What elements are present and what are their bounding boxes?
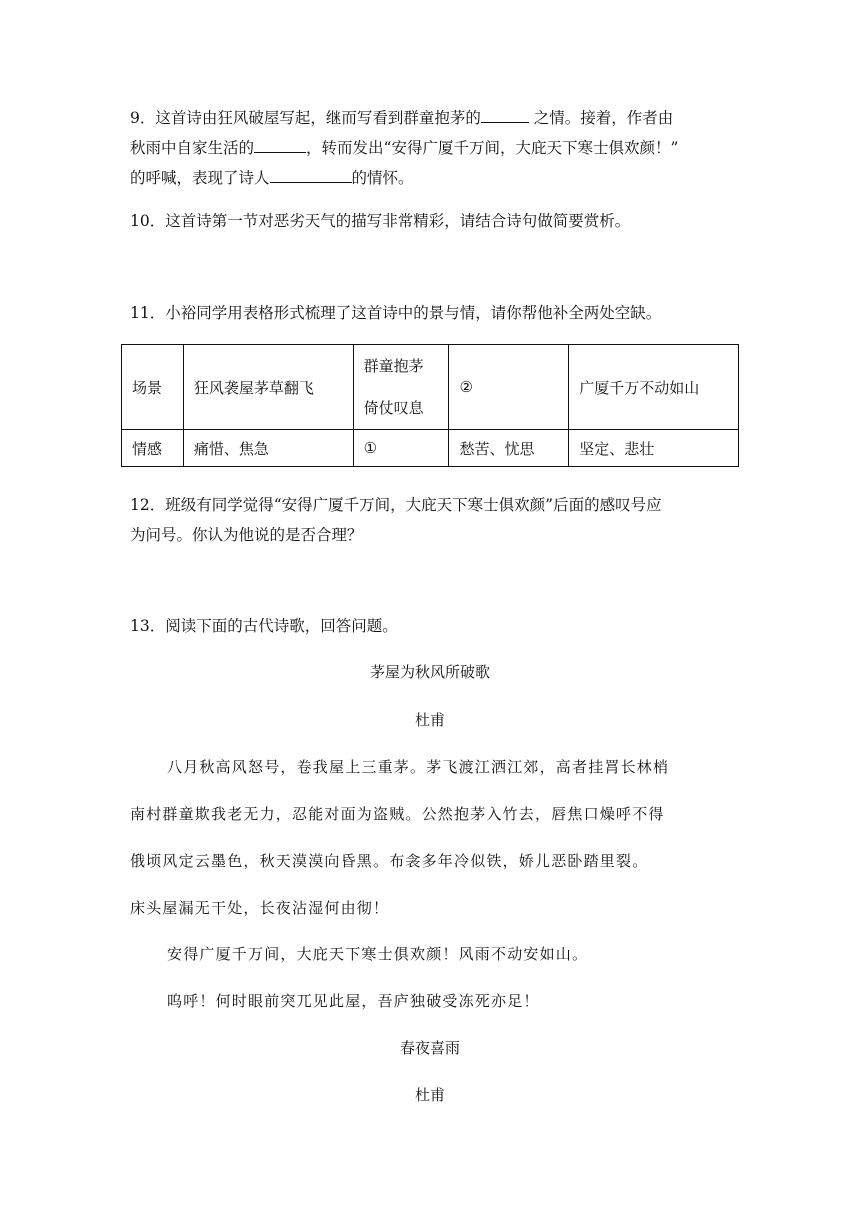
answer-blank[interactable]: [481, 104, 529, 123]
table-cell-line: 群童抱茅: [363, 357, 424, 375]
answer-blank[interactable]: [254, 134, 306, 153]
table-cell[interactable]: ①: [353, 430, 449, 467]
poem-1-author: 杜甫: [414, 711, 445, 729]
poem-line: 床头屋漏无干处，长夜沾湿何由彻！: [130, 899, 390, 917]
question-10: 10．这首诗第一节对恶劣天气的描写非常精彩，请结合诗句做简要赏析。: [130, 212, 631, 230]
question-9: [130, 103, 740, 193]
poem-line: 安得广厦千万间，大庇天下寒士俱欢颜！风雨不动安如山。: [167, 945, 589, 963]
poem-2-title: 春夜喜雨: [399, 1039, 460, 1057]
question-13: 13．阅读下面的古代诗歌，回答问题。: [130, 617, 398, 635]
poem-line: 南村群童欺我老无力，忍能对面为盗贼。公然抱茅入竹去，唇焦口燥呼不得: [130, 805, 665, 823]
table-cell[interactable]: ②: [449, 345, 569, 430]
table-cell: 狂风袭屋茅草翻飞: [183, 345, 353, 430]
table-cell: 广厦千万不动如山: [569, 345, 739, 430]
question-12: [130, 490, 740, 550]
poem-line: 呜呼！何时眼前突兀见此屋，吾庐独破受冻死亦足！: [167, 992, 540, 1010]
scene-emotion-table: [121, 344, 739, 467]
poem-line: 俄顷风定云墨色，秋天漠漠向昏黑。布衾多年冷似铁，娇儿恶卧踏里裂。: [130, 852, 649, 870]
table-cell: 场景: [122, 345, 184, 430]
table-row: [122, 430, 739, 467]
answer-blank[interactable]: [270, 164, 352, 183]
question-9-line-3: 的呼喊，表现了诗人 的情怀。: [130, 163, 740, 193]
poem-2-author: 杜甫: [414, 1086, 445, 1104]
table-cell: 痛惜、焦急: [183, 430, 353, 467]
poem-1-title: 茅屋为秋风所破歌: [369, 663, 490, 681]
question-11: 11．小裕同学用表格形式梳理了这首诗中的景与情，请你帮他补全两处空缺。: [130, 304, 662, 322]
table-row: [122, 345, 739, 430]
table-cell: 愁苦、忧思: [449, 430, 569, 467]
question-9-line-2: 秋雨中自家生活的 ，转而发出“安得广厦千万间，大庇天下寒士俱欢颜！”: [130, 133, 740, 163]
table-cell: 情感: [122, 430, 184, 467]
table-cell-line: 倚仗叹息: [363, 399, 424, 417]
table-cell: 坚定、悲壮: [569, 430, 739, 467]
question-9-line-1: 9．这首诗由狂风破屋写起，继而写看到群童抱茅的 之情。接着，作者由: [130, 103, 740, 133]
poem-line: 八月秋高风怒号，卷我屋上三重茅。茅飞渡江洒江郊，高者挂罥长林梢: [167, 758, 670, 776]
table-cell: [353, 345, 449, 430]
question-12-line-2: 为问号。你认为他说的是否合理？: [130, 526, 363, 544]
question-12-line-1: 12．班级有同学觉得“安得广厦千万间，大庇天下寒士俱欢颜”后面的感叹号应: [130, 496, 662, 514]
